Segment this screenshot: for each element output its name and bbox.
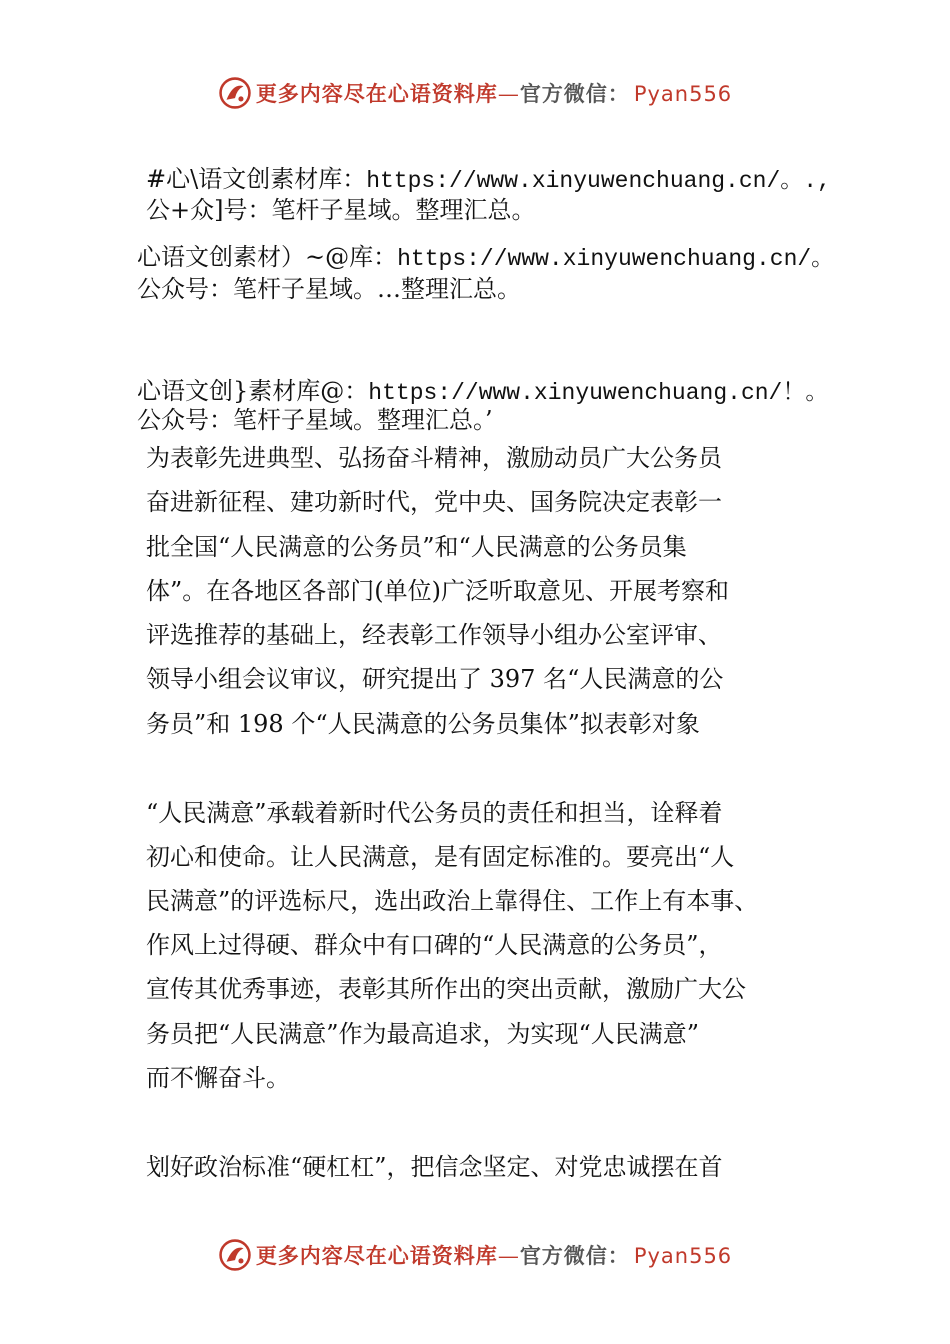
paragraph-1-line-1: 为表彰先进典型、弘扬奋斗精神，激励动员广大公务员 [146,444,722,472]
paragraph-2-line-4: 作风上过得硬、群众中有口碑的“人民满意的公务员”， [146,931,723,959]
paragraph-2-line-6: 务员把“人民满意”作为最高追求，为实现“人民满意” [146,1020,700,1048]
source-line-3a-url: https://www.xinyuwenchuang.cn/！。 [368,380,829,406]
source-line-3b: 公众号：笔杆子星域。整理汇总。’ [137,406,493,434]
banner-dash: — [497,82,520,106]
paragraph-2-line-2: 初心和使命。让人民满意，是有固定标准的。要亮出“人 [146,843,735,871]
banner-wechat-id: Pyan556 [633,1244,733,1268]
paragraph-1-line-5: 评选推荐的基础上，经表彰工作领导小组办公室评审、 [146,621,722,649]
banner-dash: — [497,1244,520,1268]
brand-logo-icon [218,76,252,110]
paragraph-2-line-1: “人民满意”承载着新时代公务员的责任和担当，诠释着 [146,799,723,827]
source-line-2a [137,241,834,275]
source-line-1a-label: #心\语文创素材库： [146,165,367,193]
source-line-1a-url: https://www.xinyuwenchuang.cn/。., [366,168,831,194]
banner-wechat-label: 官方微信： [519,81,630,106]
paragraph-1-line-3: 批全国“人民满意的公务员”和“人民满意的公务员集 [146,533,687,561]
paragraph-2-line-5: 宣传其优秀事迹，表彰其所作出的突出贡献，激励广大公 [146,975,746,1003]
source-line-1b: 公+众]号：笔杆子星域。整理汇总。 [146,196,536,224]
paragraph-1-line-7: 务员”和 198 个“人民满意的公务员集体”拟表彰对象 [146,710,700,738]
bottom-watermark-banner [0,1235,950,1275]
source-line-2b: 公众号：笔杆子星域。…整理汇总。 [137,275,521,303]
paragraph-2-line-7: 而不懈奋斗。 [146,1064,290,1092]
source-line-1a [146,163,831,197]
banner-brand-text: 更多内容尽在心语资料库 [255,1243,498,1268]
source-line-2a-label: 心语文创素材）~@库： [137,243,398,271]
top-watermark-banner [0,73,950,113]
paragraph-3-line-1: 划好政治标准“硬杠杠”，把信念坚定、对党忠诚摆在首 [146,1153,723,1181]
banner-brand-text: 更多内容尽在心语资料库 [255,81,498,106]
brand-logo-icon [218,1238,252,1272]
paragraph-1-line-4: 体”。在各地区各部门(单位)广泛听取意见、开展考察和 [146,577,729,605]
banner-wechat-id: Pyan556 [633,82,733,106]
paragraph-2-line-3: 民满意”的评选标尺，选出政治上靠得住、工作上有本事、 [146,887,759,915]
paragraph-1-line-2: 奋进新征程、建功新时代，党中央、国务院决定表彰一 [146,488,722,516]
source-line-2a-url: https://www.xinyuwenchuang.cn/。 [397,246,835,272]
paragraph-1-line-6: 领导小组会议审议，研究提出了 397 名“人民满意的公 [146,665,724,693]
source-line-3a-label: 心语文创}素材库@： [137,377,369,405]
banner-wechat-label: 官方微信： [519,1243,630,1268]
